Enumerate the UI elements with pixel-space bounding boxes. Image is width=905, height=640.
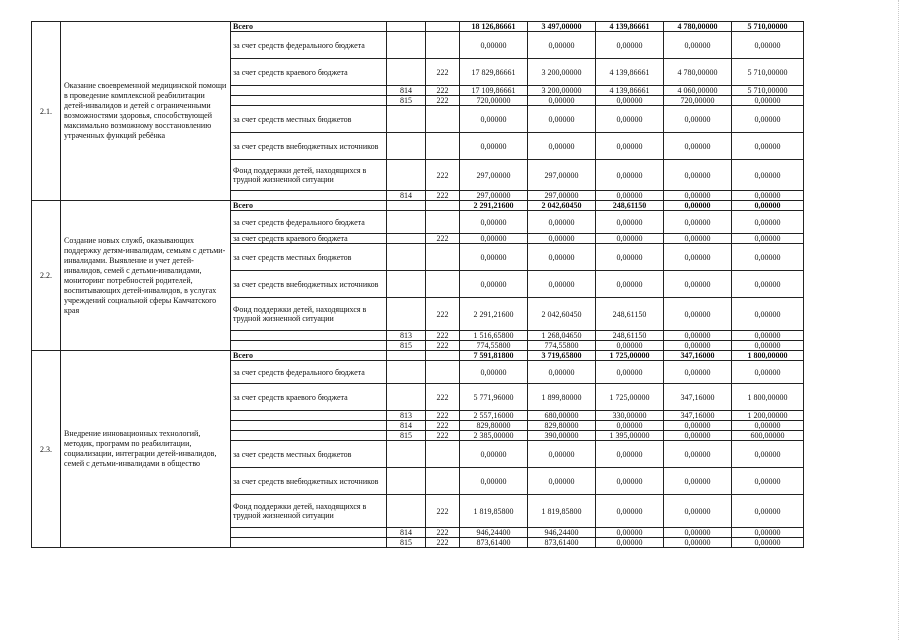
expense-code-cell [426, 106, 460, 133]
expense-code-cell: 222 [426, 538, 460, 548]
funding-source-cell [231, 431, 387, 441]
ministry-code-cell [387, 271, 426, 298]
expense-code-cell [426, 271, 460, 298]
ministry-code-cell [387, 361, 426, 384]
year2-amount-cell: 0,00000 [596, 271, 664, 298]
funding-source-cell [231, 341, 387, 351]
year3-amount-cell: 720,00000 [664, 96, 732, 106]
year2-amount-cell: 0,00000 [596, 495, 664, 528]
funding-source-cell: за счет средств краевого бюджета [231, 384, 387, 411]
ministry-code-cell: 814 [387, 528, 426, 538]
total-amount-cell: 0,00000 [460, 32, 528, 59]
ministry-code-cell [387, 244, 426, 271]
section-index: 2.1. [32, 22, 61, 201]
expense-code-cell: 222 [426, 191, 460, 201]
year2-amount-cell: 4 139,86661 [596, 22, 664, 32]
ministry-code-cell: 814 [387, 191, 426, 201]
year1-amount-cell: 3 200,00000 [528, 59, 596, 86]
expense-code-cell [426, 133, 460, 160]
year1-amount-cell: 0,00000 [528, 361, 596, 384]
year1-amount-cell: 0,00000 [528, 441, 596, 468]
year4-amount-cell: 0,00000 [732, 244, 804, 271]
year4-amount-cell: 0,00000 [732, 298, 804, 331]
total-amount-cell: 873,61400 [460, 538, 528, 548]
year1-amount-cell: 297,00000 [528, 191, 596, 201]
table-row [32, 201, 804, 211]
year4-amount-cell: 0,00000 [732, 528, 804, 538]
year2-amount-cell: 0,00000 [596, 341, 664, 351]
year2-amount-cell: 0,00000 [596, 468, 664, 495]
year3-amount-cell: 0,00000 [664, 421, 732, 431]
year2-amount-cell: 4 139,86661 [596, 86, 664, 96]
year4-amount-cell: 1 200,00000 [732, 411, 804, 421]
year3-amount-cell: 4 060,00000 [664, 86, 732, 96]
ministry-code-cell [387, 59, 426, 86]
year1-amount-cell: 680,00000 [528, 411, 596, 421]
year3-amount-cell: 0,00000 [664, 495, 732, 528]
funding-source-cell: за счет средств краевого бюджета [231, 234, 387, 244]
section-title: Оказание своевременной медицинской помощи в проведение комплексной реабилитации детей-инвалидов и детей с ограниченными возможностями здоровья, способствующей максимально возможному восстановлению утраченных функций ребёнка [61, 22, 231, 201]
year3-amount-cell: 0,00000 [664, 32, 732, 59]
expense-code-cell: 222 [426, 160, 460, 191]
total-amount-cell: 18 126,86661 [460, 22, 528, 32]
expense-code-cell: 222 [426, 86, 460, 96]
year2-amount-cell: 0,00000 [596, 421, 664, 431]
year4-amount-cell: 0,00000 [732, 234, 804, 244]
ministry-code-cell [387, 22, 426, 32]
total-amount-cell: 774,55800 [460, 341, 528, 351]
year4-amount-cell: 0,00000 [732, 211, 804, 234]
ministry-code-cell [387, 468, 426, 495]
expense-code-cell [426, 22, 460, 32]
total-amount-cell: 946,24400 [460, 528, 528, 538]
expense-code-cell: 222 [426, 234, 460, 244]
expense-code-cell: 222 [426, 298, 460, 331]
year4-amount-cell: 5 710,00000 [732, 86, 804, 96]
expense-code-cell: 222 [426, 59, 460, 86]
funding-source-cell [231, 411, 387, 421]
ministry-code-cell: 815 [387, 431, 426, 441]
funding-source-cell: за счет средств местных бюджетов [231, 441, 387, 468]
year4-amount-cell: 0,00000 [732, 538, 804, 548]
funding-source-cell: Фонд поддержки детей, находящихся в трудной жизненной ситуации [231, 160, 387, 191]
year2-amount-cell: 0,00000 [596, 211, 664, 234]
year4-amount-cell: 0,00000 [732, 32, 804, 59]
year4-amount-cell: 0,00000 [732, 341, 804, 351]
year2-amount-cell: 248,61150 [596, 331, 664, 341]
year4-amount-cell: 0,00000 [732, 468, 804, 495]
expense-code-cell: 222 [426, 528, 460, 538]
ministry-code-cell [387, 201, 426, 211]
year4-amount-cell: 0,00000 [732, 421, 804, 431]
year1-amount-cell: 1 268,04650 [528, 331, 596, 341]
funding-source-cell: Всего [231, 351, 387, 361]
year2-amount-cell: 0,00000 [596, 244, 664, 271]
total-amount-cell: 0,00000 [460, 234, 528, 244]
expense-code-cell [426, 441, 460, 468]
document-page [31, 21, 803, 548]
year3-amount-cell: 0,00000 [664, 191, 732, 201]
year4-amount-cell: 1 800,00000 [732, 384, 804, 411]
year4-amount-cell: 1 800,00000 [732, 351, 804, 361]
year3-amount-cell: 0,00000 [664, 106, 732, 133]
year2-amount-cell: 1 725,00000 [596, 384, 664, 411]
table-row [32, 22, 804, 32]
year1-amount-cell: 390,00000 [528, 431, 596, 441]
year2-amount-cell: 0,00000 [596, 96, 664, 106]
year1-amount-cell: 3 719,65800 [528, 351, 596, 361]
funding-source-cell [231, 331, 387, 341]
funding-source-cell: за счет средств местных бюджетов [231, 244, 387, 271]
total-amount-cell: 2 291,21600 [460, 298, 528, 331]
ministry-code-cell [387, 495, 426, 528]
total-amount-cell: 1 516,65800 [460, 331, 528, 341]
year3-amount-cell: 0,00000 [664, 341, 732, 351]
year3-amount-cell: 347,16000 [664, 384, 732, 411]
funding-source-cell: Фонд поддержки детей, находящихся в трудной жизненной ситуации [231, 495, 387, 528]
funding-source-cell: Всего [231, 22, 387, 32]
year3-amount-cell: 0,00000 [664, 441, 732, 468]
ministry-code-cell [387, 234, 426, 244]
year3-amount-cell: 0,00000 [664, 201, 732, 211]
year3-amount-cell: 347,16000 [664, 351, 732, 361]
section-title: Внедрение инновационных технологий, методик, программ по реабилитации, социализации, интеграции детей-инвалидов, семей с детьми-инвалидами в общество [61, 351, 231, 548]
funding-source-cell: за счет средств краевого бюджета [231, 59, 387, 86]
ministry-code-cell: 813 [387, 331, 426, 341]
year2-amount-cell: 0,00000 [596, 106, 664, 133]
expense-code-cell [426, 32, 460, 59]
ministry-code-cell: 814 [387, 421, 426, 431]
year4-amount-cell: 0,00000 [732, 331, 804, 341]
total-amount-cell: 297,00000 [460, 160, 528, 191]
year1-amount-cell: 0,00000 [528, 106, 596, 133]
year1-amount-cell: 0,00000 [528, 96, 596, 106]
total-amount-cell: 17 829,86661 [460, 59, 528, 86]
funding-source-cell [231, 538, 387, 548]
year3-amount-cell: 0,00000 [664, 211, 732, 234]
funding-source-cell: за счет средств федерального бюджета [231, 32, 387, 59]
ministry-code-cell [387, 384, 426, 411]
funding-source-cell: за счет средств местных бюджетов [231, 106, 387, 133]
year2-amount-cell: 0,00000 [596, 441, 664, 468]
ministry-code-cell [387, 351, 426, 361]
ministry-code-cell: 815 [387, 538, 426, 548]
expense-code-cell: 222 [426, 431, 460, 441]
year2-amount-cell: 0,00000 [596, 160, 664, 191]
year3-amount-cell: 0,00000 [664, 528, 732, 538]
year4-amount-cell: 0,00000 [732, 495, 804, 528]
funding-source-cell: за счет средств федерального бюджета [231, 361, 387, 384]
year1-amount-cell: 0,00000 [528, 468, 596, 495]
page-edge [898, 0, 899, 640]
expense-code-cell [426, 244, 460, 271]
year3-amount-cell: 0,00000 [664, 234, 732, 244]
year2-amount-cell: 0,00000 [596, 191, 664, 201]
funding-source-cell [231, 96, 387, 106]
year3-amount-cell: 0,00000 [664, 431, 732, 441]
total-amount-cell: 0,00000 [460, 271, 528, 298]
funding-source-cell: за счет средств внебюджетных источников [231, 133, 387, 160]
funding-source-cell: Фонд поддержки детей, находящихся в трудной жизненной ситуации [231, 298, 387, 331]
year3-amount-cell: 0,00000 [664, 538, 732, 548]
year4-amount-cell: 0,00000 [732, 271, 804, 298]
expense-code-cell: 222 [426, 331, 460, 341]
expense-code-cell [426, 201, 460, 211]
table-body [32, 22, 804, 548]
ministry-code-cell [387, 32, 426, 59]
year3-amount-cell: 0,00000 [664, 298, 732, 331]
year1-amount-cell: 829,80000 [528, 421, 596, 431]
year1-amount-cell: 946,24400 [528, 528, 596, 538]
section-index: 2.2. [32, 201, 61, 351]
total-amount-cell: 1 819,85800 [460, 495, 528, 528]
total-amount-cell: 2 291,21600 [460, 201, 528, 211]
ministry-code-cell [387, 211, 426, 234]
total-amount-cell: 297,00000 [460, 191, 528, 201]
expense-code-cell [426, 361, 460, 384]
year4-amount-cell: 0,00000 [732, 106, 804, 133]
ministry-code-cell [387, 441, 426, 468]
total-amount-cell: 0,00000 [460, 133, 528, 160]
year2-amount-cell: 0,00000 [596, 538, 664, 548]
year4-amount-cell: 0,00000 [732, 201, 804, 211]
total-amount-cell: 0,00000 [460, 244, 528, 271]
funding-source-cell: за счет средств внебюджетных источников [231, 271, 387, 298]
year1-amount-cell: 0,00000 [528, 32, 596, 59]
year1-amount-cell: 0,00000 [528, 211, 596, 234]
expense-code-cell: 222 [426, 96, 460, 106]
year3-amount-cell: 0,00000 [664, 271, 732, 298]
funding-source-cell: Всего [231, 201, 387, 211]
total-amount-cell: 2 385,00000 [460, 431, 528, 441]
total-amount-cell: 2 557,16000 [460, 411, 528, 421]
ministry-code-cell: 815 [387, 96, 426, 106]
ministry-code-cell [387, 106, 426, 133]
year1-amount-cell: 0,00000 [528, 133, 596, 160]
section-title: Создание новых служб, оказывающих поддержку детям-инвалидам, семьям с детьми-инвалидами. Выявление и учет детей-инвалидов, семей с детьми-инвалидами, мониторинг потребностей родителей, воспитывающих детей-инвалидов, в услугах учреждений социальной сферы Камчатского края [61, 201, 231, 351]
year1-amount-cell: 297,00000 [528, 160, 596, 191]
table-row [32, 351, 804, 361]
year1-amount-cell: 0,00000 [528, 271, 596, 298]
year2-amount-cell: 4 139,86661 [596, 59, 664, 86]
year1-amount-cell: 1 899,80000 [528, 384, 596, 411]
total-amount-cell: 829,80000 [460, 421, 528, 431]
year4-amount-cell: 5 710,00000 [732, 59, 804, 86]
year3-amount-cell: 347,16000 [664, 411, 732, 421]
ministry-code-cell [387, 298, 426, 331]
year2-amount-cell: 248,61150 [596, 201, 664, 211]
year2-amount-cell: 1 395,00000 [596, 431, 664, 441]
budget-table [31, 21, 804, 548]
funding-source-cell [231, 191, 387, 201]
year2-amount-cell: 330,00000 [596, 411, 664, 421]
year2-amount-cell: 1 725,00000 [596, 351, 664, 361]
year4-amount-cell: 0,00000 [732, 441, 804, 468]
year2-amount-cell: 0,00000 [596, 133, 664, 160]
total-amount-cell: 0,00000 [460, 106, 528, 133]
year3-amount-cell: 0,00000 [664, 133, 732, 160]
year1-amount-cell: 0,00000 [528, 244, 596, 271]
year1-amount-cell: 873,61400 [528, 538, 596, 548]
expense-code-cell: 222 [426, 421, 460, 431]
funding-source-cell [231, 86, 387, 96]
year2-amount-cell: 0,00000 [596, 234, 664, 244]
section-index: 2.3. [32, 351, 61, 548]
funding-source-cell [231, 421, 387, 431]
year1-amount-cell: 2 042,60450 [528, 201, 596, 211]
year4-amount-cell: 5 710,00000 [732, 22, 804, 32]
year1-amount-cell: 3 200,00000 [528, 86, 596, 96]
year3-amount-cell: 0,00000 [664, 160, 732, 191]
ministry-code-cell [387, 133, 426, 160]
funding-source-cell [231, 528, 387, 538]
year1-amount-cell: 2 042,60450 [528, 298, 596, 331]
year2-amount-cell: 0,00000 [596, 32, 664, 59]
year3-amount-cell: 4 780,00000 [664, 22, 732, 32]
ministry-code-cell [387, 160, 426, 191]
year4-amount-cell: 0,00000 [732, 361, 804, 384]
year2-amount-cell: 248,61150 [596, 298, 664, 331]
year3-amount-cell: 0,00000 [664, 331, 732, 341]
expense-code-cell [426, 211, 460, 234]
year3-amount-cell: 4 780,00000 [664, 59, 732, 86]
expense-code-cell: 222 [426, 495, 460, 528]
expense-code-cell: 222 [426, 384, 460, 411]
expense-code-cell: 222 [426, 341, 460, 351]
year3-amount-cell: 0,00000 [664, 361, 732, 384]
year2-amount-cell: 0,00000 [596, 361, 664, 384]
year1-amount-cell: 0,00000 [528, 234, 596, 244]
year4-amount-cell: 0,00000 [732, 96, 804, 106]
ministry-code-cell: 815 [387, 341, 426, 351]
total-amount-cell: 0,00000 [460, 361, 528, 384]
expense-code-cell [426, 351, 460, 361]
year4-amount-cell: 0,00000 [732, 191, 804, 201]
funding-source-cell: за счет средств федерального бюджета [231, 211, 387, 234]
year1-amount-cell: 3 497,00000 [528, 22, 596, 32]
total-amount-cell: 0,00000 [460, 441, 528, 468]
total-amount-cell: 0,00000 [460, 211, 528, 234]
total-amount-cell: 720,00000 [460, 96, 528, 106]
ministry-code-cell: 814 [387, 86, 426, 96]
expense-code-cell: 222 [426, 411, 460, 421]
year3-amount-cell: 0,00000 [664, 244, 732, 271]
year3-amount-cell: 0,00000 [664, 468, 732, 495]
total-amount-cell: 5 771,96000 [460, 384, 528, 411]
year2-amount-cell: 0,00000 [596, 528, 664, 538]
total-amount-cell: 17 109,86661 [460, 86, 528, 96]
ministry-code-cell: 813 [387, 411, 426, 421]
year4-amount-cell: 600,00000 [732, 431, 804, 441]
year4-amount-cell: 0,00000 [732, 160, 804, 191]
expense-code-cell [426, 468, 460, 495]
year4-amount-cell: 0,00000 [732, 133, 804, 160]
year1-amount-cell: 1 819,85800 [528, 495, 596, 528]
total-amount-cell: 7 591,81800 [460, 351, 528, 361]
total-amount-cell: 0,00000 [460, 468, 528, 495]
funding-source-cell: за счет средств внебюджетных источников [231, 468, 387, 495]
year1-amount-cell: 774,55800 [528, 341, 596, 351]
